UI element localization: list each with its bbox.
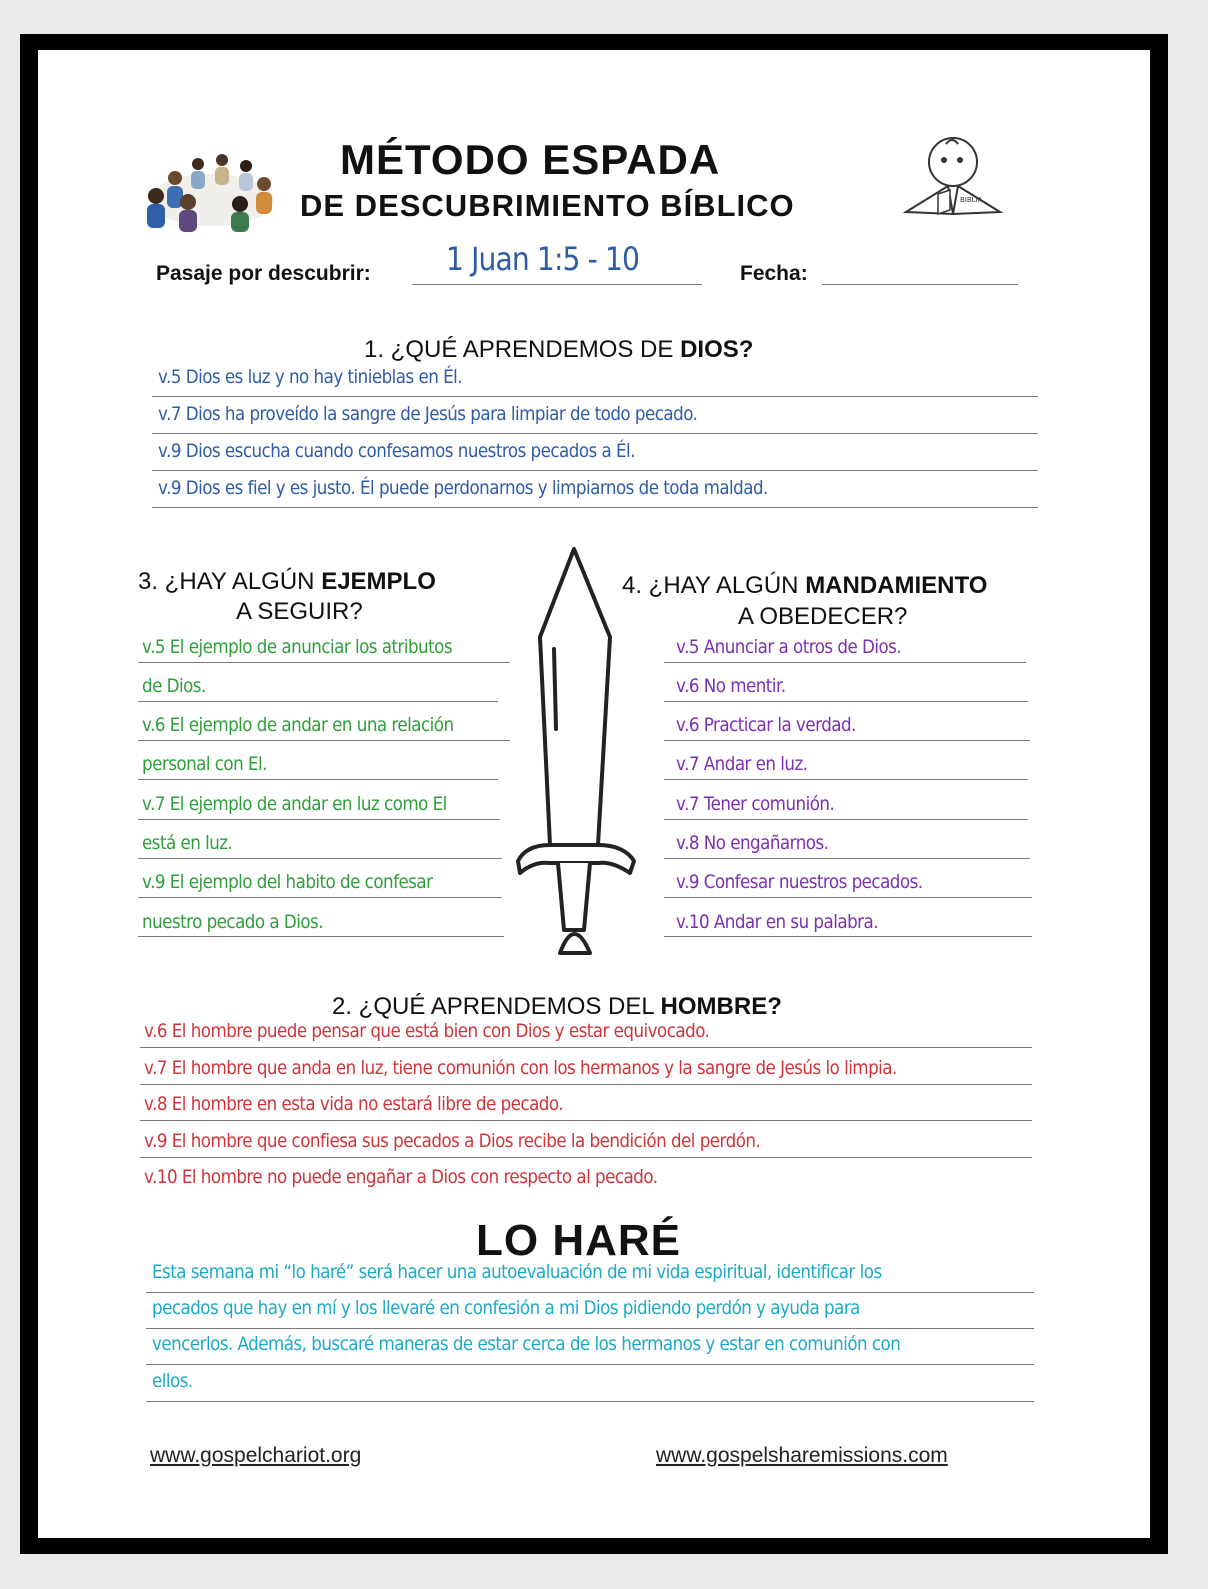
dios-line-1: v.5 Dios es luz y no hay tinieblas en Él. [158, 366, 463, 388]
ejemplo-line-6: está en luz. [142, 832, 233, 854]
section-hombre-title-bold: HOMBRE? [660, 993, 782, 1020]
section-dios-title-text: 1. ¿QUÉ APRENDEMOS DE [364, 336, 681, 363]
lohare-title: LO HARÉ [476, 1216, 681, 1265]
ejemplo-line-1: v.5 El ejemplo de anunciar los atributos [142, 636, 453, 658]
ejemplo-rule-6 [138, 858, 502, 859]
bible-cover-label: BIBLIA [960, 196, 983, 204]
section-mandamiento-title [622, 572, 987, 600]
mandamiento-line-7: v.9 Confesar nuestros pecados. [676, 871, 923, 893]
ejemplo-rule-5 [138, 819, 500, 820]
page-title: MÉTODO ESPADA [340, 136, 721, 183]
lohare-rule-4 [146, 1401, 1034, 1402]
section-mandamiento-subtitle: A OBEDECER? [738, 603, 908, 630]
page-subtitle: DE DESCUBRIMIENTO BÍBLICO [300, 188, 795, 223]
footer-link-gospelsharemissions[interactable]: www.gospelsharemissions.com [656, 1444, 948, 1467]
dios-line-4: v.9 Dios es fiel y es justo. Él puede perdonarnos y limpiarnos de toda maldad. [158, 477, 768, 499]
hombre-rule-2 [140, 1084, 1032, 1085]
lohare-rule-1 [146, 1292, 1034, 1293]
dios-rule-4 [152, 507, 1038, 508]
passage-line [412, 284, 702, 285]
footer-link-gospelchariot[interactable]: www.gospelchariot.org [150, 1444, 362, 1467]
hombre-line-2: v.7 El hombre que anda en luz, tiene comunión con los hermanos y la sangre de Jesús lo limpia. [144, 1057, 897, 1079]
hombre-rule-1 [140, 1047, 1032, 1048]
mandamiento-line-3: v.6 Practicar la verdad. [676, 714, 856, 736]
mandamiento-line-2: v.6 No mentir. [676, 675, 786, 697]
section-mandamiento-title-bold: MANDAMIENTO [805, 572, 988, 599]
hombre-line-3: v.8 El hombre en esta vida no estará libre de pecado. [144, 1093, 564, 1115]
mandamiento-line-5: v.7 Tener comunión. [676, 793, 835, 815]
lohare-line-2: pecados que hay en mí y los llevaré en confesión a mi Dios pidiendo perdón y ayuda para [152, 1297, 860, 1319]
mandamiento-line-4: v.7 Andar en luz. [676, 753, 808, 775]
lohare-line-4: ellos. [152, 1370, 193, 1392]
mandamiento-line-8: v.10 Andar en su palabra. [676, 911, 879, 933]
date-label: Fecha: [740, 262, 808, 285]
ejemplo-rule-7 [138, 897, 502, 898]
ejemplo-line-5: v.7 El ejemplo de andar en luz como El [142, 793, 447, 815]
section-dios-title-bold: DIOS? [680, 336, 754, 363]
dios-rule-1 [152, 396, 1038, 397]
section-hombre-title [332, 993, 782, 1021]
lohare-rule-3 [146, 1364, 1034, 1365]
ejemplo-line-7: v.9 El ejemplo del habito de confesar [142, 871, 433, 893]
ejemplo-rule-8 [138, 936, 504, 937]
mandamiento-rule-2 [664, 701, 1028, 702]
ejemplo-rule-2 [138, 701, 498, 702]
ejemplo-line-3: v.6 El ejemplo de andar en una relación [142, 714, 454, 736]
ejemplo-line-4: personal con El. [142, 753, 267, 775]
date-field[interactable] [822, 284, 1018, 285]
passage-field[interactable]: 1 Juan 1:5 - 10 [446, 240, 640, 278]
ejemplo-rule-1 [138, 662, 510, 663]
section-mandamiento-title-text: 4. ¿HAY ALGÚN [622, 572, 806, 599]
section-ejemplo-title-bold: EJEMPLO [321, 568, 436, 595]
dios-rule-2 [152, 433, 1038, 434]
ejemplo-rule-4 [138, 779, 498, 780]
section-ejemplo-title-text: 3. ¿HAY ALGÚN [138, 568, 322, 595]
lohare-rule-2 [146, 1328, 1034, 1329]
mandamiento-line-1: v.5 Anunciar a otros de Dios. [676, 636, 902, 658]
hombre-line-5: v.10 El hombre no puede engañar a Dios con respecto al pecado. [144, 1166, 658, 1188]
lohare-line-3: vencerlos. Además, buscaré maneras de estar cerca de los hermanos y estar en comunión con [152, 1333, 901, 1355]
mandamiento-rule-7 [664, 897, 1032, 898]
dios-line-3: v.9 Dios escucha cuando confesamos nuestros pecados a Él. [158, 440, 635, 462]
ejemplo-rule-3 [138, 740, 510, 741]
lohare-line-1: Esta semana mi “lo haré” será hacer una autoevaluación de mi vida espiritual, identificar los [152, 1261, 882, 1283]
section-dios-title [364, 336, 753, 364]
section-ejemplo-title [138, 568, 436, 596]
group-bible-study-illustration [140, 140, 285, 235]
dios-line-2: v.7 Dios ha proveído la sangre de Jesús para limpiar de todo pecado. [158, 403, 698, 425]
mandamiento-line-6: v.8 No engañarnos. [676, 832, 829, 854]
mandamiento-rule-1 [664, 662, 1026, 663]
section-hombre-title-text: 2. ¿QUÉ APRENDEMOS DEL [332, 993, 661, 1020]
dios-rule-3 [152, 470, 1038, 471]
hombre-rule-3 [140, 1120, 1032, 1121]
child-reading-bible-illustration [898, 132, 1008, 227]
section-ejemplo-subtitle: A SEGUIR? [236, 598, 363, 625]
mandamiento-rule-5 [664, 819, 1028, 820]
mandamiento-rule-6 [664, 858, 1030, 859]
hombre-rule-4 [140, 1157, 1032, 1158]
ejemplo-line-8: nuestro pecado a Dios. [142, 911, 324, 933]
sword-icon [512, 545, 642, 965]
mandamiento-rule-8 [664, 936, 1032, 937]
hombre-line-4: v.9 El hombre que confiesa sus pecados a Dios recibe la bendición del perdón. [144, 1130, 761, 1152]
mandamiento-rule-3 [664, 740, 1030, 741]
passage-label: Pasaje por descubrir: [156, 262, 371, 285]
ejemplo-line-2: de Dios. [142, 675, 206, 697]
mandamiento-rule-4 [664, 779, 1028, 780]
hombre-line-1: v.6 El hombre puede pensar que está bien con Dios y estar equivocado. [144, 1020, 710, 1042]
